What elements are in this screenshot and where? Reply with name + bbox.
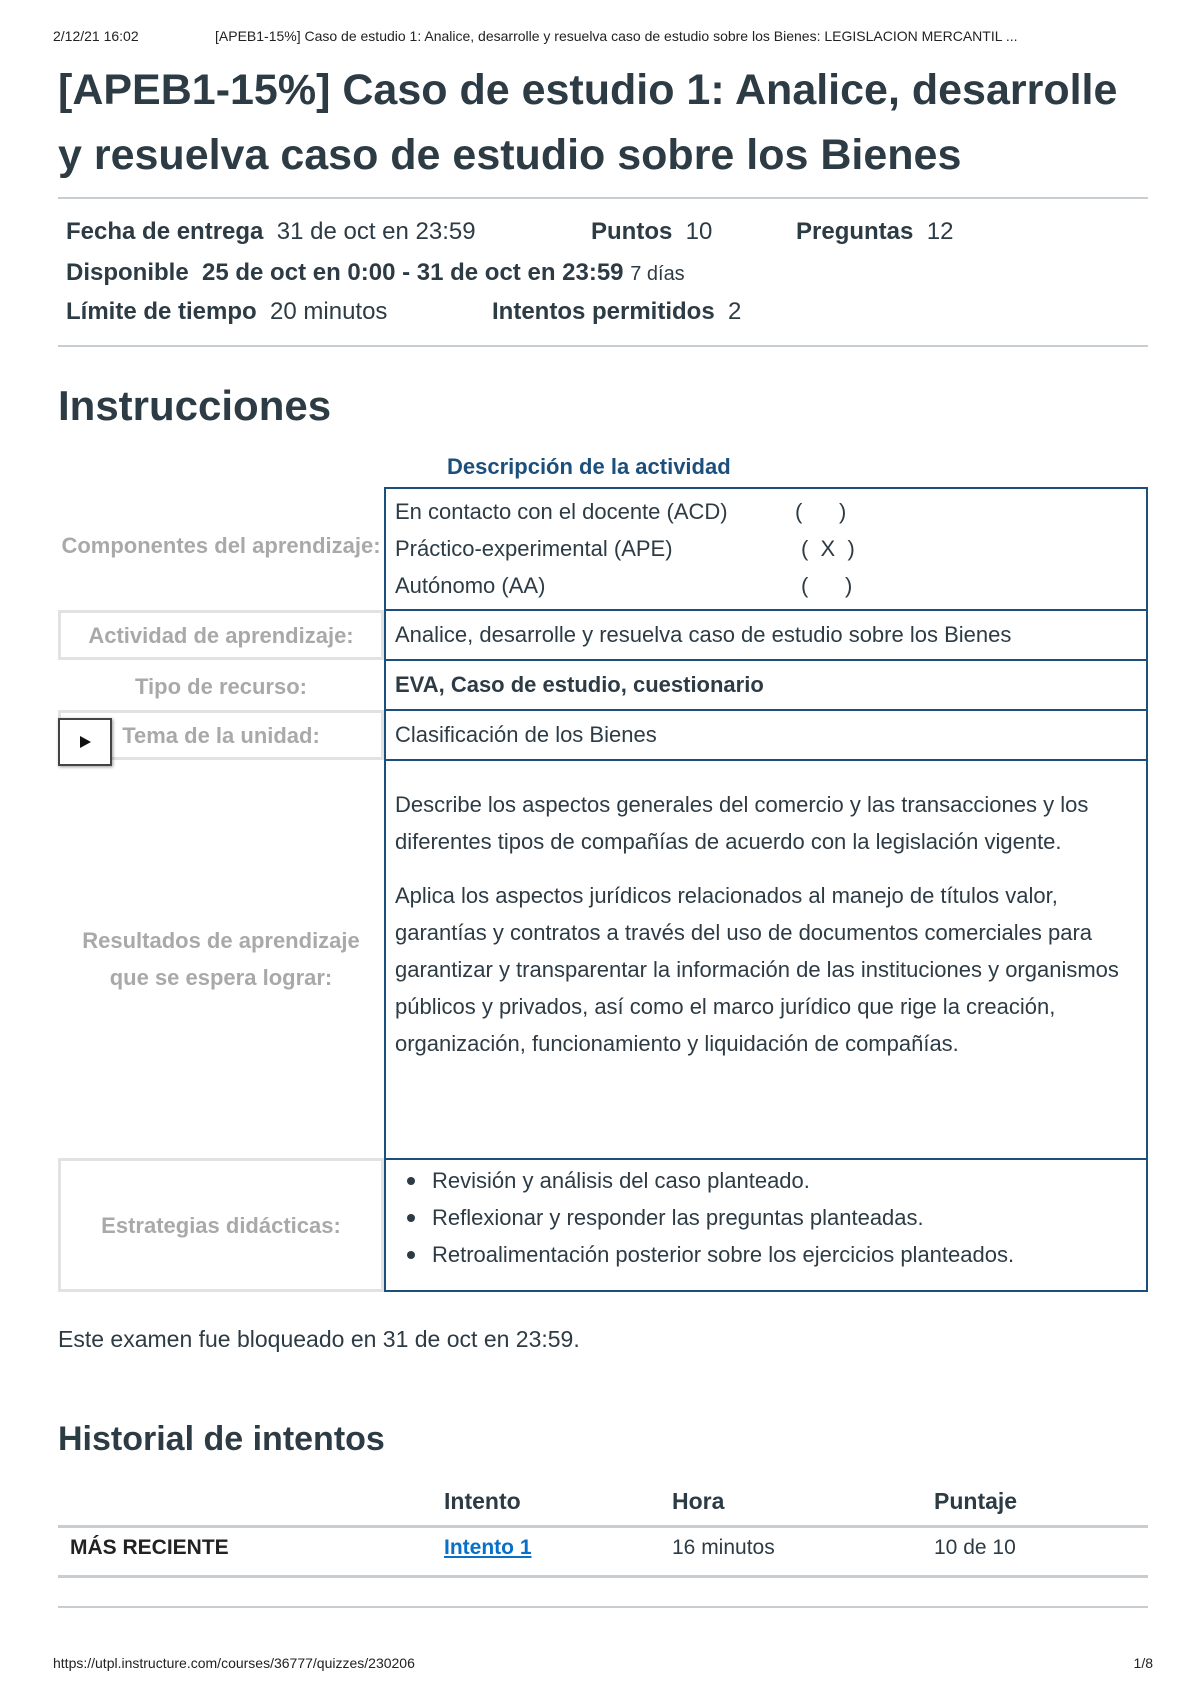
locked-message: Este examen fue bloqueado en 31 de oct en 23:59. [58,1326,580,1352]
divider [58,345,1148,347]
attempt-link[interactable]: Intento 1 [444,1536,532,1559]
due-label: Fecha de entrega [66,218,264,245]
component-item-mark: ( X ) [801,536,855,561]
available-label: Disponible [66,259,189,286]
instructions-heading: Instrucciones [58,382,332,429]
description-title: Descripción de la actividad [447,454,731,479]
component-item-label: Práctico-experimental (APE) [395,536,673,561]
history-row-time: 16 minutos [672,1536,775,1559]
results-label: Resultados de aprendizaje que se espera lograr: [82,927,360,990]
print-date: 2/12/21 16:02 [53,28,139,44]
activity-label: Actividad de aprendizaje: [58,610,384,660]
resource-label: Tipo de recurso: [135,673,307,699]
print-header [53,28,1153,44]
results-text [395,786,1140,1062]
points-value: 10 [685,218,713,245]
available-value: 25 de oct en 0:00 - 31 de oct en 23:59 [202,259,624,286]
attempts-allowed [492,298,741,326]
play-icon [78,735,92,749]
history-row-divider [58,1575,1148,1578]
component-item [395,530,855,567]
strategy-item: Retroalimentación posterior sobre los ejercicios planteados. [395,1236,1014,1273]
strategy-item: Reflexionar y responder las preguntas planteadas. [395,1199,1014,1236]
history-column-score: Puntaje [934,1488,1018,1514]
attempts-value: 2 [728,298,742,325]
due-date [66,218,476,246]
questions [796,218,953,246]
time-limit [66,298,387,326]
points [591,218,712,246]
history-column-attempt: Intento [444,1488,521,1514]
component-item [395,493,855,530]
result-paragraph: Describe los aspectos generales del comercio y las transacciones y los diferentes tipos de compañías de acuerdo con la legislación vigente. [395,792,1089,854]
questions-label: Preguntas [796,218,914,245]
component-item-label: Autónomo (AA) [395,573,546,598]
unit-value: Clasificación de los Bienes [395,722,657,747]
print-document-title: [APEB1-15%] Caso de estudio 1: Analice, desarrolle y resuelva caso de estudio sobre los Bienes: LEGISLACION MERCANTIL ... [215,28,1018,44]
page-title: [APEB1-15%] Caso de estudio 1: Analice, desarrolle y resuelva caso de estudio sobre los Bienes [58,66,1118,179]
history-heading: Historial de intentos [58,1420,385,1458]
points-label: Puntos [591,218,673,245]
divider [58,1606,1148,1608]
page-number: 1/8 [1133,1655,1153,1671]
component-item-mark: ( ) [801,573,853,598]
available [66,259,685,287]
resource-value: EVA, Caso de estudio, cuestionario [395,672,764,697]
play-button[interactable] [58,718,112,766]
history-header-divider [58,1525,1148,1528]
components-label: Componentes del aprendizaje: [61,532,381,558]
history-row-score: 10 de 10 [934,1536,1016,1559]
history-column-time: Hora [672,1488,725,1514]
strategy-item: Revisión y análisis del caso planteado. [395,1162,1014,1199]
unit-label: Tema de la unidad: [58,710,384,760]
component-item [395,567,855,604]
attempts-label: Intentos permitidos [492,298,715,325]
time-limit-label: Límite de tiempo [66,298,257,325]
questions-value: 12 [926,218,954,245]
footer-url: https://utpl.instructure.com/courses/36777/quizzes/230206 [53,1655,415,1671]
components-list [395,493,855,604]
activity-value: Analice, desarrolle y resuelva caso de estudio sobre los Bienes [395,622,1012,647]
strategies-list [395,1162,1014,1273]
print-footer [53,1655,1153,1671]
available-duration: 7 días [630,263,685,285]
component-item-label: En contacto con el docente (ACD) [395,499,728,524]
time-limit-value: 20 minutos [270,298,388,325]
divider [58,197,1148,199]
result-paragraph: Aplica los aspectos jurídicos relacionados al manejo de títulos valor, garantías y contratos a través del uso de documentos comerciales para garantizar y transparentar la información de las instituciones y organismos públicos y privados, así como el marco jurídico que rige la creación, organización, funcionamiento y liquidación de compañías. [395,883,1119,1056]
due-value: 31 de oct en 23:59 [276,218,476,245]
component-item-mark: ( ) [795,499,847,524]
strategies-label: Estrategias didácticas: [58,1158,384,1292]
history-row-tag: MÁS RECIENTE [70,1536,229,1559]
